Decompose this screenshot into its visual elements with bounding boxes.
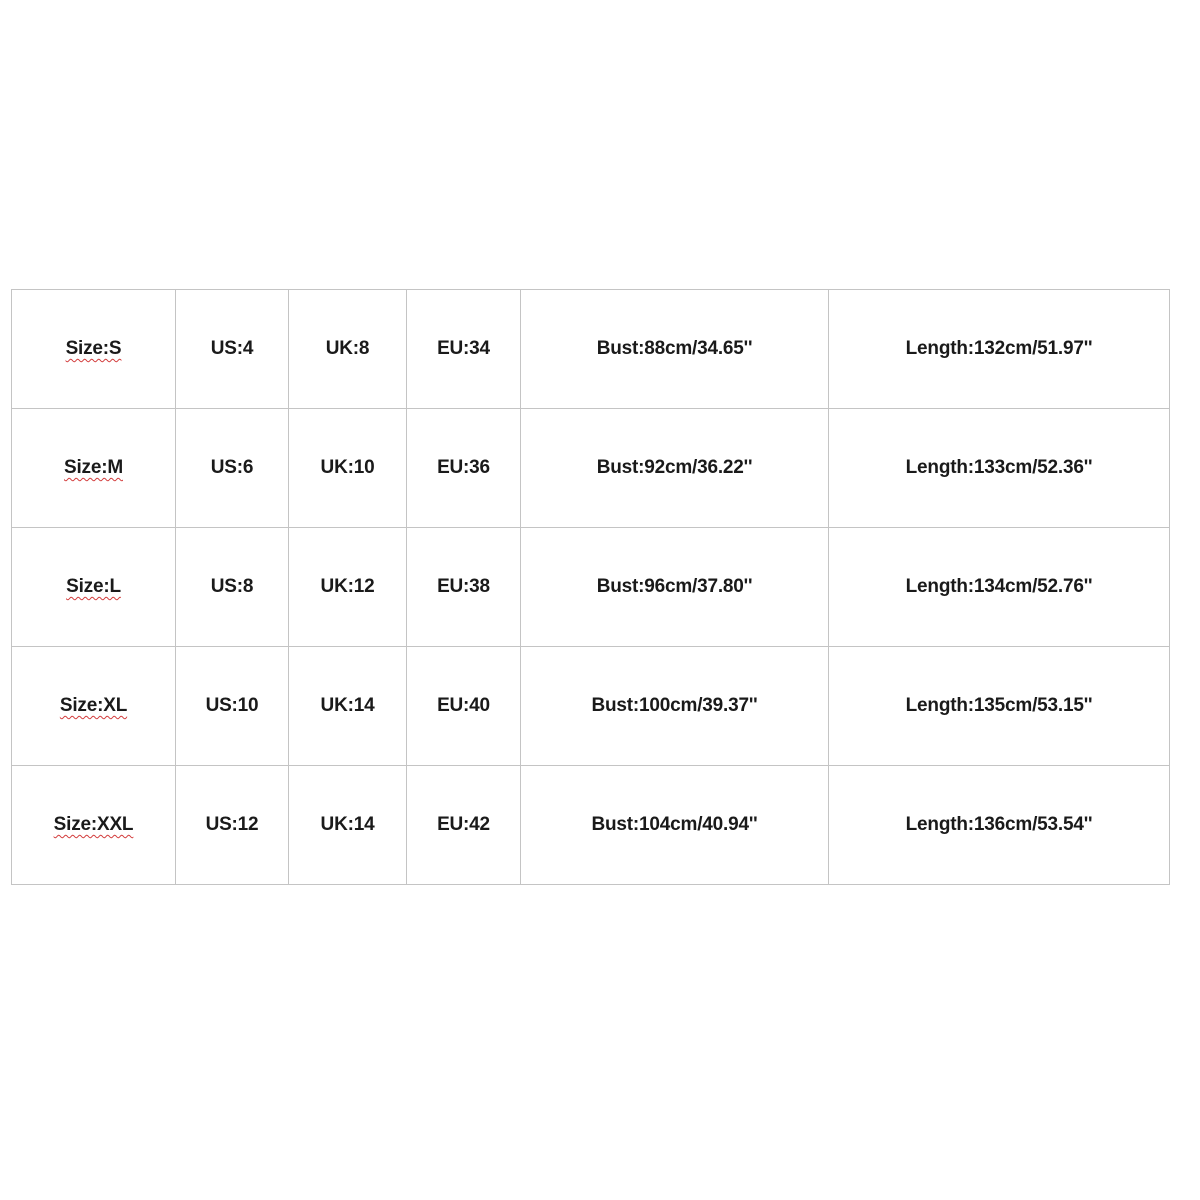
us-size-cell: US:12 <box>176 766 289 885</box>
size-cell <box>12 409 176 528</box>
bust-cell: Bust:104cm/40.94'' <box>521 766 829 885</box>
length-cell: Length:135cm/53.15'' <box>829 647 1170 766</box>
uk-size-cell: UK:12 <box>289 528 407 647</box>
length-cell: Length:136cm/53.54'' <box>829 766 1170 885</box>
size-label: Size:S <box>65 338 122 359</box>
uk-size-cell: UK:10 <box>289 409 407 528</box>
size-cell <box>12 647 176 766</box>
size-cell <box>12 766 176 885</box>
bust-cell: Bust:96cm/37.80'' <box>521 528 829 647</box>
uk-size-cell: UK:14 <box>289 647 407 766</box>
eu-size-cell: EU:34 <box>407 290 521 409</box>
size-row-xxl <box>12 766 1170 885</box>
length-cell: Length:134cm/52.76'' <box>829 528 1170 647</box>
eu-size-cell: EU:40 <box>407 647 521 766</box>
eu-size-cell: EU:36 <box>407 409 521 528</box>
size-chart-table <box>11 289 1170 885</box>
size-cell <box>12 290 176 409</box>
size-label: Size:L <box>66 576 121 597</box>
bust-cell: Bust:88cm/34.65'' <box>521 290 829 409</box>
us-size-cell: US:10 <box>176 647 289 766</box>
length-cell: Length:133cm/52.36'' <box>829 409 1170 528</box>
us-size-cell: US:6 <box>176 409 289 528</box>
size-cell <box>12 528 176 647</box>
bust-cell: Bust:92cm/36.22'' <box>521 409 829 528</box>
bust-cell: Bust:100cm/39.37'' <box>521 647 829 766</box>
uk-size-cell: UK:8 <box>289 290 407 409</box>
length-cell: Length:132cm/51.97'' <box>829 290 1170 409</box>
us-size-cell: US:8 <box>176 528 289 647</box>
uk-size-cell: UK:14 <box>289 766 407 885</box>
size-row-s <box>12 290 1170 409</box>
size-label: Size:XXL <box>53 814 134 835</box>
size-row-m <box>12 409 1170 528</box>
size-row-xl <box>12 647 1170 766</box>
eu-size-cell: EU:38 <box>407 528 521 647</box>
us-size-cell: US:4 <box>176 290 289 409</box>
size-row-l <box>12 528 1170 647</box>
size-label: Size:XL <box>59 695 128 716</box>
eu-size-cell: EU:42 <box>407 766 521 885</box>
size-label: Size:M <box>64 457 123 478</box>
